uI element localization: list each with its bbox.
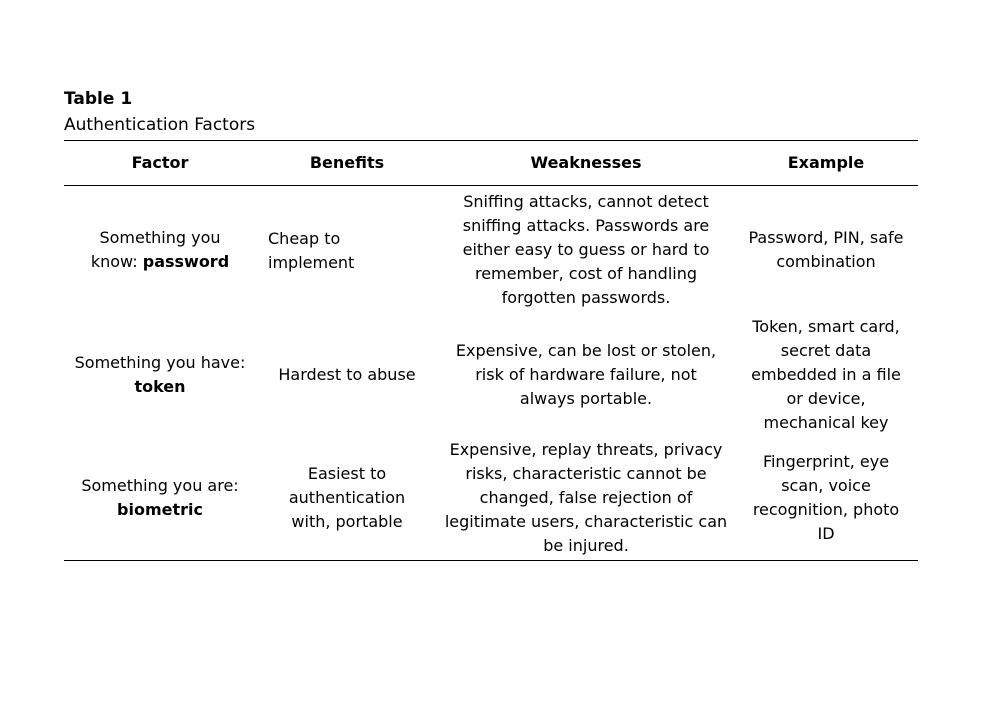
table-row — [64, 436, 918, 561]
factor-keyword: password — [142, 252, 230, 271]
factor-text: Something you are: — [81, 476, 239, 495]
factor-text: Something you have: — [74, 353, 246, 372]
example-cell: Token, smart card, secret data embedded in a file or device, mechanical key — [751, 317, 901, 432]
table-row — [64, 314, 918, 436]
table-caption: Authentication Factors — [64, 115, 256, 135]
factor-cell — [64, 186, 256, 315]
factor-cell — [64, 436, 256, 561]
benefits-cell: Cheap to implement — [268, 229, 355, 272]
header-example: Example — [787, 153, 865, 172]
header-benefits: Benefits — [309, 153, 385, 172]
factor-keyword: token — [134, 377, 186, 396]
document-page — [64, 88, 918, 561]
example-cell: Fingerprint, eye scan, voice recognition, photo ID — [752, 452, 900, 543]
factor-keyword: biometric — [117, 500, 203, 519]
weaknesses-cell: Expensive, can be lost or stolen, risk of hardware failure, not always portable. — [455, 341, 717, 408]
example-cell: Password, PIN, safe combination — [748, 228, 904, 271]
benefits-cell: Easiest to authentication with, portable — [288, 464, 406, 531]
weaknesses-cell: Expensive, replay threats, privacy risks, characteristic cannot be changed, false rejection of legitimate users, characteristic can be injured. — [444, 440, 728, 555]
weaknesses-cell: Sniffing attacks, cannot detect sniffing attacks. Passwords are either easy to guess or hard to remember, cost of handling forgotten passwords. — [462, 192, 710, 307]
benefits-cell: Hardest to abuse — [278, 365, 416, 384]
factor-text: Something you know: — [90, 228, 221, 271]
header-weaknesses: Weaknesses — [530, 153, 642, 172]
table-header-row — [64, 141, 918, 186]
table-row — [64, 186, 918, 315]
header-factor: Factor — [131, 153, 189, 172]
authentication-factors-table — [64, 140, 918, 561]
factor-cell — [64, 314, 256, 436]
table-number: Table 1 — [64, 89, 133, 109]
